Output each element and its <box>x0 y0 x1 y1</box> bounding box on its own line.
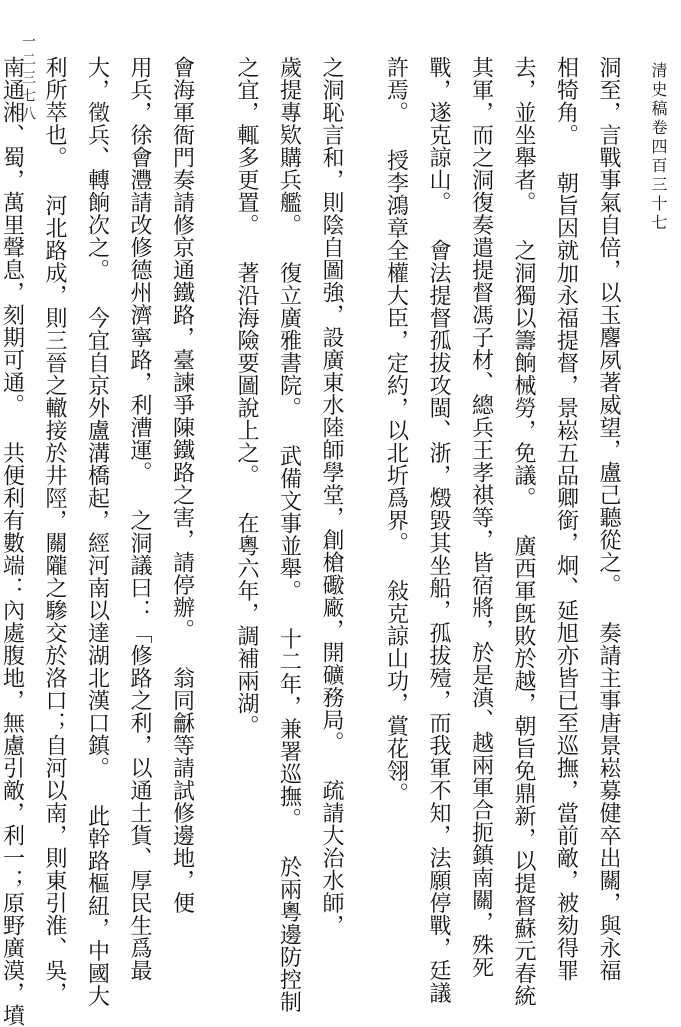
text-column: 之宜，輒多更置。 著沿海險要圖說上之。 在粵六年，調補兩湖。 <box>234 56 259 737</box>
text-column: 歲提專欵購兵艦。 復立廣雅書院。 武備文事並舉。 十二年，兼署巡撫。 於兩粵邊防控制 <box>276 56 302 1013</box>
text-column: 利所萃也。 河北路成，則三晉之轍接於井陘，關隴之驂交於洛口；自河以南，則東引淮、吳， <box>42 56 67 1004</box>
text-column: 相犄角。 朝旨因就加永福提督，景崧五品卿銜，炯、延旭亦皆已至巡撫，當前敵，被劾得罪 <box>553 56 579 982</box>
text-column: 之洞恥言和，則陰自圖強，設廣東水陸師學堂，創槍礮廠，開礦務局。 疏請大治水師， <box>319 56 344 937</box>
text-column: 洞至，言戰事氣自倍，以玉麐夙著威望，盧己聽從之。 奏請主事唐景崧募健卒出關，與永福 <box>596 56 621 982</box>
text-column: 許焉。 授李鴻章全權大臣，定約，以北圻爲界。 敍克諒山功，賞花翎。 <box>383 56 409 805</box>
text-column: 會海軍衙門奏請修京通鐵路，臺諫爭陳鐵路之害，請停辦。 翁同龢等請試修邊地，便 <box>169 56 195 914</box>
text-column: 用兵，徐會灃請改修德州濟寧路，利漕運。 之洞議曰：「修路之利，以通土貨、厚民生爲最 <box>127 56 152 982</box>
text-column: 戰，遂克諒山。 會法提督孤拔攻閩、浙，燬毀其坐船，孤拔殪，而我軍不知，法願停戰，廷議 <box>426 56 451 1004</box>
text-column: 大，徵兵、轉餉次之。 今宜自京外盧溝橋起，經河南以達湖北漢口鎮。 此幹路樞紐，中國大 <box>84 56 110 1007</box>
page-number: 一二三七八 <box>20 34 36 124</box>
text-column: 其軍，而之洞復奏遣提督馮子材、總兵王孝祺等，皆宿將，於是滇、越兩軍合扼鎮南關，殊死 <box>468 56 494 979</box>
text-column: 南通湘、蜀，萬里聲息，刻期可通。 共便利有數端：內處腹地，無慮引敵，利一；原野廣漠，墳 <box>0 56 25 1027</box>
text-column: 去，並坐舉者。 之洞獨以籌餉械勞，免議。 廣西軍旣敗於越，朝旨免鼎新，以提督蘇元春統 <box>511 56 536 1007</box>
running-header-title: 清史稿卷四百三十七 <box>649 62 668 233</box>
